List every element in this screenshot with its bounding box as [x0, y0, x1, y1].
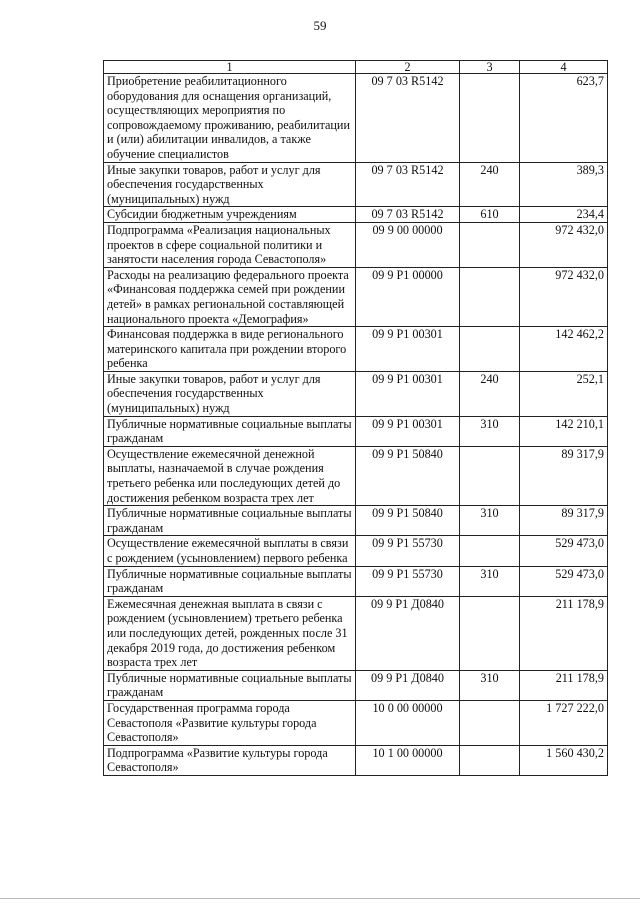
table-row: [104, 74, 608, 163]
page-number: 59: [313, 18, 327, 33]
row-amount-cell: 252,1: [520, 371, 608, 416]
table-row: [104, 267, 608, 326]
row-expense-type-cell: [460, 536, 520, 566]
row-amount-cell: 89 317,9: [520, 446, 608, 505]
row-code-cell: 10 0 00 00000: [356, 700, 460, 745]
row-name-cell: Иные закупки товаров, работ и услуг для обеспечения государственных (муниципальных) нужд: [104, 162, 356, 207]
row-name-cell: Государственная программа города Севастополя «Развитие культуры города Севастополя»: [104, 700, 356, 745]
row-code-cell: 09 9 P1 Д0840: [356, 670, 460, 700]
row-amount-cell: 89 317,9: [520, 506, 608, 536]
row-name-cell: Осуществление ежемесячной денежной выплаты, назначаемой в случае рождения третьего ребенка или последующих детей до достижения ребенком возраста трех лет: [104, 446, 356, 505]
row-expense-type-cell: 310: [460, 506, 520, 536]
row-code-cell: 09 9 P1 55730: [356, 566, 460, 596]
table-row: [104, 506, 608, 536]
row-amount-cell: 211 178,9: [520, 596, 608, 670]
table-row: [104, 207, 608, 223]
row-amount-cell: 1 727 222,0: [520, 700, 608, 745]
row-code-cell: 09 9 P1 Д0840: [356, 596, 460, 670]
row-code-cell: 10 1 00 00000: [356, 745, 460, 775]
column-header-3: 3: [460, 61, 520, 74]
row-code-cell: 09 9 P1 00000: [356, 267, 460, 326]
row-code-cell: 09 7 03 R5142: [356, 162, 460, 207]
row-amount-cell: 972 432,0: [520, 267, 608, 326]
row-code-cell: 09 9 P1 00301: [356, 416, 460, 446]
row-expense-type-cell: [460, 745, 520, 775]
row-expense-type-cell: 610: [460, 207, 520, 223]
table-row: [104, 670, 608, 700]
row-name-cell: Финансовая поддержка в виде регионального материнского капитала при рождении второго ребенка: [104, 327, 356, 372]
row-code-cell: 09 9 00 00000: [356, 222, 460, 267]
row-name-cell: Публичные нормативные социальные выплаты гражданам: [104, 416, 356, 446]
row-name-cell: Публичные нормативные социальные выплаты гражданам: [104, 506, 356, 536]
table-row: [104, 536, 608, 566]
row-expense-type-cell: 310: [460, 670, 520, 700]
row-code-cell: 09 9 P1 50840: [356, 446, 460, 505]
table-row: [104, 162, 608, 207]
table-row: [104, 566, 608, 596]
row-expense-type-cell: 240: [460, 162, 520, 207]
row-expense-type-cell: 310: [460, 566, 520, 596]
row-code-cell: 09 9 P1 00301: [356, 327, 460, 372]
table-row: [104, 327, 608, 372]
row-expense-type-cell: [460, 222, 520, 267]
table-row: [104, 371, 608, 416]
table-row: [104, 446, 608, 505]
column-header-2: 2: [356, 61, 460, 74]
row-expense-type-cell: [460, 327, 520, 372]
row-name-cell: Публичные нормативные социальные выплаты гражданам: [104, 566, 356, 596]
row-code-cell: 09 7 03 R5142: [356, 74, 460, 163]
row-name-cell: Приобретение реабилитационного оборудования для оснащения организаций, осуществляющих мероприятия по сопровождаемому проживанию, реабилитации и (или) абилитации инвалидов, а также обучение специалистов: [104, 74, 356, 163]
row-name-cell: Публичные нормативные социальные выплаты гражданам: [104, 670, 356, 700]
bottom-divider: [0, 898, 640, 899]
row-name-cell: Субсидии бюджетным учреждениям: [104, 207, 356, 223]
row-amount-cell: 142 210,1: [520, 416, 608, 446]
table-row: [104, 416, 608, 446]
row-amount-cell: 972 432,0: [520, 222, 608, 267]
row-amount-cell: 623,7: [520, 74, 608, 163]
row-expense-type-cell: [460, 700, 520, 745]
row-code-cell: 09 9 P1 55730: [356, 536, 460, 566]
row-amount-cell: 389,3: [520, 162, 608, 207]
table-row: [104, 745, 608, 775]
row-amount-cell: 234,4: [520, 207, 608, 223]
table-row: [104, 222, 608, 267]
row-amount-cell: 529 473,0: [520, 566, 608, 596]
row-name-cell: Подпрограмма «Реализация национальных проектов в сфере социальной политики и занятости населения города Севастополя»: [104, 222, 356, 267]
table-row: [104, 700, 608, 745]
row-amount-cell: 529 473,0: [520, 536, 608, 566]
row-expense-type-cell: [460, 267, 520, 326]
row-expense-type-cell: 240: [460, 371, 520, 416]
column-header-4: 4: [520, 61, 608, 74]
row-name-cell: Ежемесячная денежная выплата в связи с рождением (усыновлением) третьего ребенка или последующих детей, рожденных после 31 декабря 2019 года, до достижения ребенком возраста трех лет: [104, 596, 356, 670]
row-amount-cell: 142 462,2: [520, 327, 608, 372]
row-code-cell: 09 9 P1 00301: [356, 371, 460, 416]
row-code-cell: 09 9 P1 50840: [356, 506, 460, 536]
row-name-cell: Расходы на реализацию федерального проекта «Финансовая поддержка семей при рождении детей» в рамках региональной составляющей национального проекта «Демография»: [104, 267, 356, 326]
row-expense-type-cell: [460, 596, 520, 670]
table-header-row: [104, 61, 608, 74]
row-amount-cell: 1 560 430,2: [520, 745, 608, 775]
row-name-cell: Осуществление ежемесячной выплаты в связи с рождением (усыновлением) первого ребенка: [104, 536, 356, 566]
row-name-cell: Подпрограмма «Развитие культуры города Севастополя»: [104, 745, 356, 775]
row-expense-type-cell: [460, 74, 520, 163]
row-amount-cell: 211 178,9: [520, 670, 608, 700]
row-expense-type-cell: [460, 446, 520, 505]
row-name-cell: Иные закупки товаров, работ и услуг для обеспечения государственных (муниципальных) нужд: [104, 371, 356, 416]
column-header-1: 1: [104, 61, 356, 74]
row-code-cell: 09 7 03 R5142: [356, 207, 460, 223]
budget-table: [103, 60, 608, 776]
row-expense-type-cell: 310: [460, 416, 520, 446]
table-row: [104, 596, 608, 670]
